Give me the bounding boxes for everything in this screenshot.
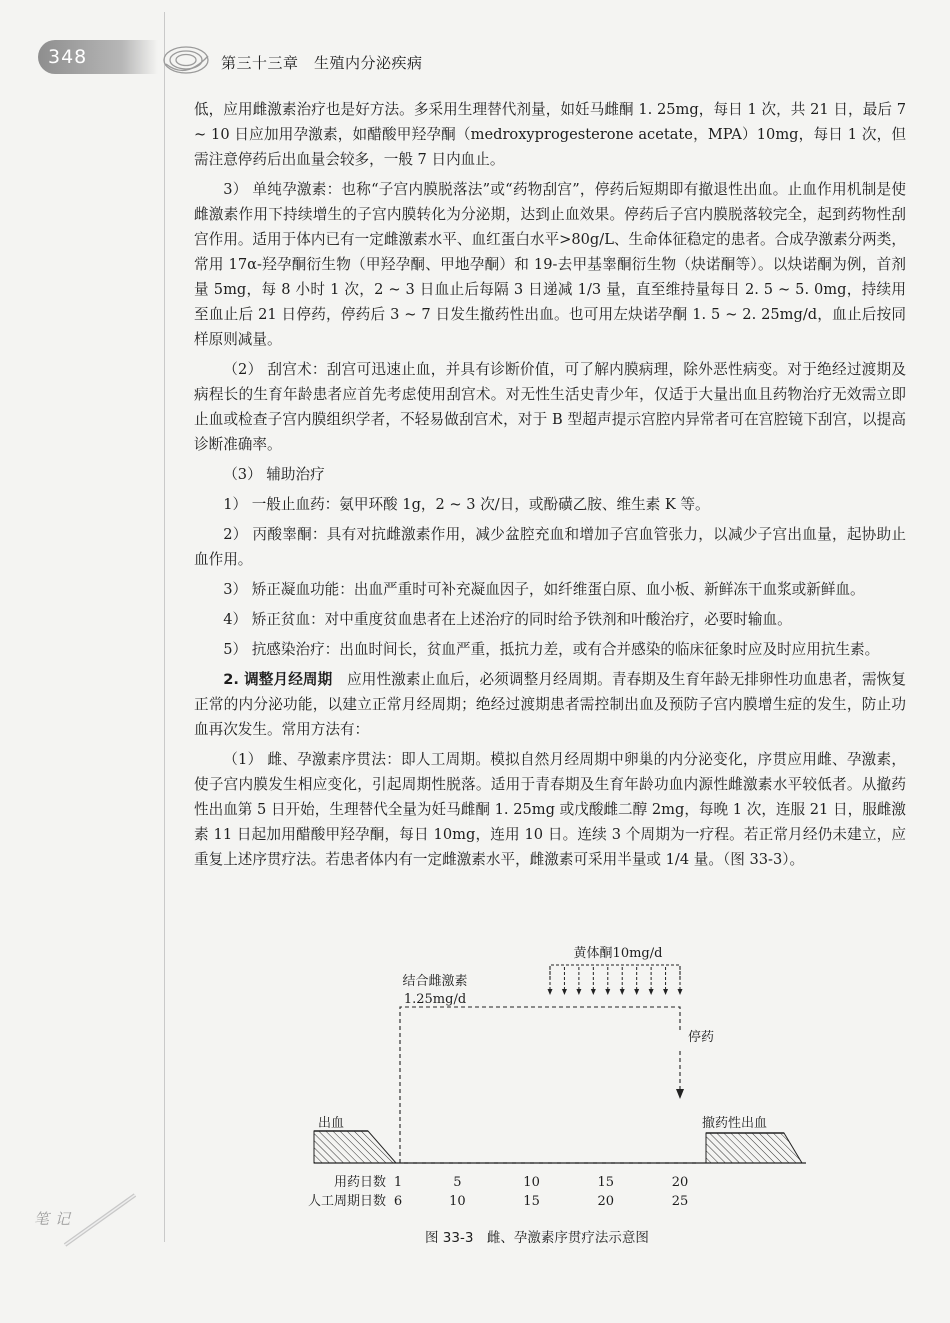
paragraph: 5） 抗感染治疗：出血时间长，贫血严重，抵抗力差，或有合并感染的临床征象时应及时应用抗生素。: [223, 641, 880, 658]
progestin-arrow-head: [591, 989, 596, 995]
medication-day-tick: 15: [597, 1175, 615, 1190]
chapter-title: 第三十三章 生殖内分泌疾病: [221, 54, 423, 72]
margin-rule: [164, 12, 165, 1242]
progestin-arrow-head: [562, 989, 567, 995]
section-2-text: 应用性激素止血后，必须调整月经周期。青春期及生育年龄无排卵性功血患者，需恢复正常的内分泌功能，以建立正常月经周期；绝经过渡期患者需控制出血及预防子宫内膜增生症的发生，防止功血再次发生。常用方法有：: [194, 671, 906, 738]
section-heading: 2. 调整月经周期: [223, 671, 333, 688]
cycle-day-tick: 6: [393, 1194, 403, 1209]
medication-day-tick: 5: [453, 1175, 462, 1190]
progestin-arrow-head: [548, 989, 553, 995]
paragraph: 低，应用雌激素治疗也是好方法。多采用生理替代剂量，如妊马雌酮 1. 25mg，每日 1 次，共 21 日，最后 7 ~ 10 日应加用孕激素，如醋酸甲羟孕酮（medroxyprogesterone acetate，MPA）10mg，每日 1 次，但需注意停药后出血量会较多，一般 7 日内血止。: [194, 101, 906, 168]
stop-label: 停药: [688, 1030, 715, 1045]
progestin-arrow-head: [663, 989, 668, 995]
progestin-arrow-head: [576, 989, 581, 995]
progestin-arrow-head: [605, 989, 610, 995]
stop-arrow-head: [676, 1089, 684, 1099]
paragraph: 1） 一般止血药：氨甲环酸 1g，2 ~ 3 次/日，或酚磺乙胺、维生素 K 等。: [223, 496, 710, 513]
figure-caption: 图 33-3 雌、孕激素序贯疗法示意图: [425, 1230, 649, 1246]
progestin-arrow-head: [634, 989, 639, 995]
progestin-arrow-head: [649, 989, 654, 995]
withdrawal-label: 撤药性出血: [702, 1116, 768, 1131]
medication-day-tick: 1: [393, 1175, 403, 1190]
medication-days-ticks: [394, 1175, 688, 1190]
cycle-day-tick: 20: [597, 1194, 615, 1209]
paragraph: （2） 刮宫术：刮宫可迅速止血，并具有诊断价值，可了解内膜病理，除外恶性病变。对于绝经过渡期及病程长的生育年龄患者应首先考虑使用刮宫术。对无性生活史青少年，仅适于大量出血且药物治疗无效需立即止血或检查子宫内膜组织学者，不轻易做刮宫术，对于 B 型超声提示宫腔内异常者可在宫腔镜下刮宫，以提高诊断准确率。: [194, 361, 906, 453]
medication-days-label: 用药日数: [333, 1175, 386, 1190]
progestin-arrow-head: [678, 989, 683, 995]
progestin-arrow-head: [620, 989, 625, 995]
paragraph: 2） 丙酸睾酮：具有对抗雌激素作用，减少盆腔充血和增加子宫血管张力，以减少子宫出血量，起协助止血作用。: [194, 526, 906, 568]
paragraph: 3） 单纯孕激素：也称“子宫内膜脱落法”或“药物刮宫”，停药后短期即有撤退性出血。止血作用机制是使雌激素作用下持续增生的子宫内膜转化为分泌期，达到止血效果。停药后子宫内膜脱落较完全，起到药物性刮宫作用。适用于体内已有一定雌激素水平、血红蛋白水平>80g/L、生命体征稳定的患者。合成孕激素分两类，常用 17α-羟孕酮衍生物（甲羟孕酮、甲地孕酮）和 19-去甲基睾酮衍生物（炔诺酮等）。以炔诺酮为例，首剂量 5mg，每 8 小时 1 次，2 ~ 3 日血止后每隔 3 日递减 1/3 量，直至维持量每日 2. 5 ~ 5. 0mg，持续用至血止后 21 日停药，停药后 3 ~ 7 日发生撤药性出血。也可用左炔诺孕酮 1. 5 ~ 2. 25mg/d，血止后按同样原则减量。: [194, 181, 906, 348]
progestin-bracket: [550, 965, 680, 979]
cycle-days-ticks: [394, 1194, 688, 1209]
cycle-day-tick: 25: [671, 1194, 689, 1209]
progestin-arrows: [548, 967, 683, 995]
paragraph: 3） 矫正凝血功能：出血严重时可补充凝血因子，如纤维蛋白原、血小板、新鲜冻干血浆或新鲜血。: [223, 581, 865, 598]
estrogen-curve: [400, 1007, 680, 1163]
notes-label: 笔记: [34, 1210, 77, 1228]
progestin-label: 黄体酮10mg/d: [573, 946, 663, 961]
paragraph: （1） 雌、孕激素序贯法：即人工周期。模拟自然月经周期中卵巢的内分泌变化，序贯应用雌、孕激素，使子宫内膜发生相应变化，引起周期性脱落。适用于青春期及生育年龄功血内源性雌激素水平较低者。从撤药性出血第 5 日开始，生理替代全量为妊马雌酮 1. 25mg 或戊酸雌二醇 2mg，每晚 1 次，连服 21 日，服雌激素 11 日起加用醋酸甲羟孕酮，每日 10mg，连用 10 日。连续 3 个周期为一疗程。若正常月经仍未建立，应重复上述序贯疗法。若患者体内有一定雌激素水平，雌激素可采用半量或 1/4 量。（图 33-3）。: [194, 751, 906, 868]
cycle-days-label: 人工周期日数: [307, 1194, 386, 1209]
medication-day-tick: 10: [523, 1175, 540, 1190]
paragraph: 4） 矫正贫血：对中重度贫血患者在上述治疗的同时给予铁剂和叶酸治疗，必要时输血。: [223, 611, 792, 628]
withdrawal-block: [706, 1133, 802, 1163]
bleeding-block: [314, 1131, 396, 1163]
page-number: 348: [38, 40, 158, 74]
cycle-day-tick: 15: [523, 1194, 540, 1209]
bleeding-label: 出血: [318, 1116, 345, 1131]
estrogen-dose: 1.25mg/d: [403, 992, 467, 1007]
cycle-day-tick: 10: [449, 1194, 466, 1209]
sequential-therapy-diagram: [300, 943, 820, 1215]
swirl-logo-icon: [158, 38, 214, 82]
section-2-paragraph: [194, 667, 906, 742]
estrogen-label: 结合雌激素: [402, 974, 468, 989]
body-text: [194, 97, 906, 877]
medication-day-tick: 20: [671, 1175, 689, 1190]
paragraph: （3） 辅助治疗: [223, 466, 325, 483]
